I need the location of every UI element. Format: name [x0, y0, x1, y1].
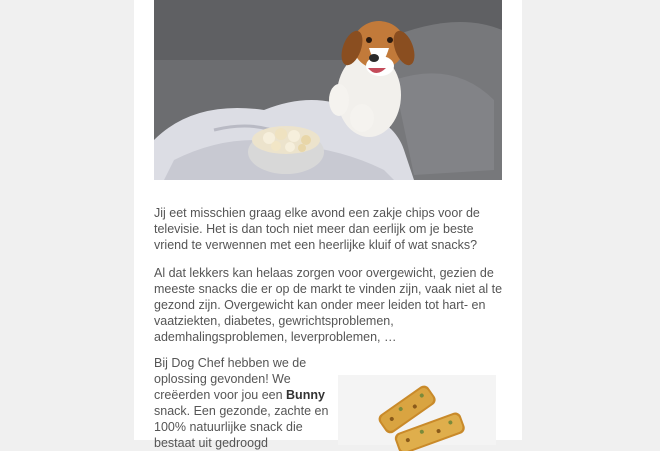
- solution-paragraph: [154, 355, 330, 451]
- intro-paragraph: Jij eet misschien graag elke avond een zakje chips voor de televisie. Het is dan toch niet meer dan eerlijk om je beste vriend te verwennen met een heerlijke kluif of wat snacks?: [154, 206, 480, 252]
- beagle-photo-icon: [154, 0, 502, 180]
- bunny-snack-icon: [338, 375, 496, 445]
- solution-text-end: snack. Een gezonde, zachte en 100% natuurlijke snack die bestaat uit gedroogd: [154, 404, 329, 450]
- solution-text-start: Bij Dog Chef hebben we de oplossing gevonden! We creëerden voor jou een: [154, 356, 307, 402]
- overweight-paragraph: Al dat lekkers kan helaas zorgen voor overgewicht, gezien de meeste snacks die er op de markt te vinden zijn, vaak niet al te gezond zijn. Overgewicht kan onder meer leiden tot hart- en vaatziekten, diabetes, gewrichtsproblemen, ademhalingsproblemen, leverproblemen, …: [154, 266, 503, 344]
- hero-image: [154, 0, 502, 180]
- email-body: [134, 0, 522, 450]
- product-name: Bunny: [286, 388, 325, 402]
- product-image: [338, 375, 496, 445]
